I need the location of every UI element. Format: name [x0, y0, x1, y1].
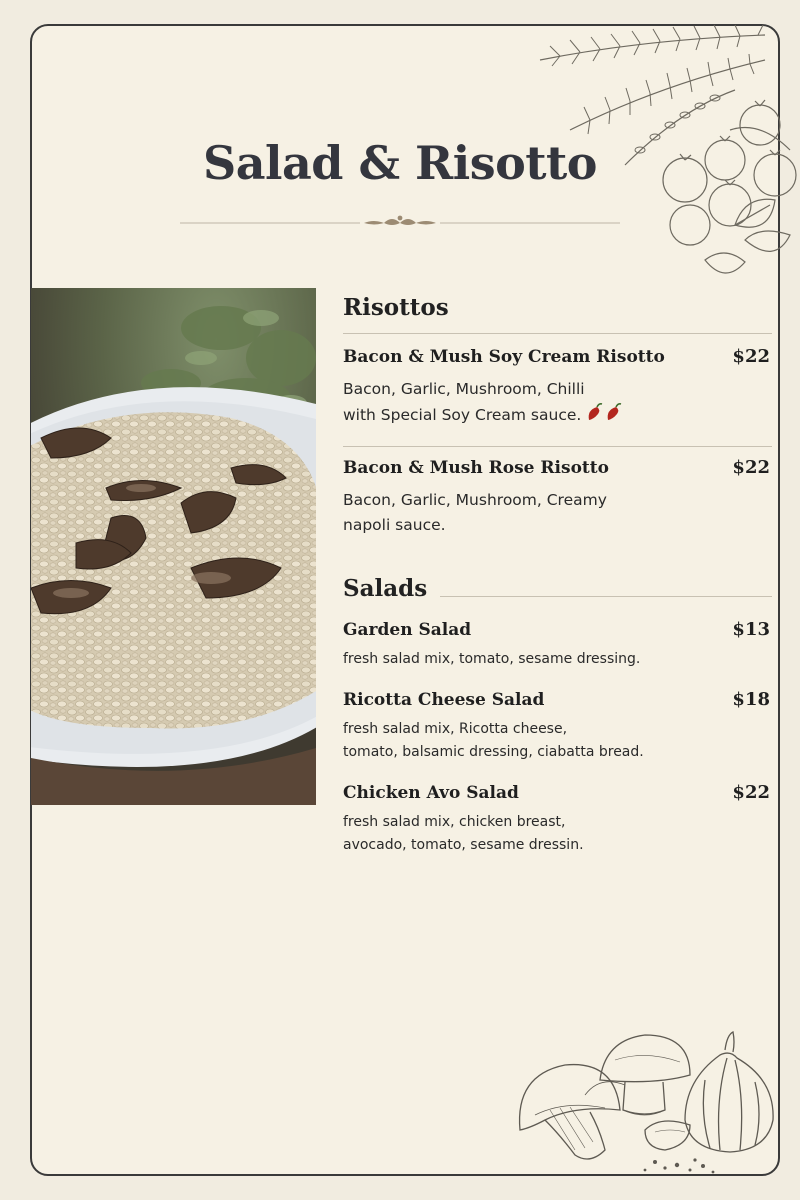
- item-price: $13: [732, 619, 770, 640]
- item-name: Bacon & Mush Soy Cream Risotto: [343, 347, 665, 367]
- section-rule: [343, 333, 772, 334]
- mushroom-risotto-photo: [31, 288, 316, 805]
- section-rule: [440, 596, 772, 597]
- item-name: Chicken Avo Salad: [343, 783, 519, 803]
- chili-pepper-icon: [585, 402, 629, 424]
- item-name: Garden Salad: [343, 620, 472, 640]
- item-description: Bacon, Garlic, Mushroom, Creamy napoli sauce.: [343, 491, 607, 534]
- section-title-risottos: Risottos: [343, 294, 449, 321]
- section-title-salads: Salads: [343, 575, 428, 602]
- item-description: fresh salad mix, chicken breast, avocado, tomato, sesame dressin.: [343, 814, 584, 853]
- item-separator: [343, 446, 772, 447]
- item-price: $22: [732, 346, 770, 367]
- item-price: $22: [732, 782, 770, 803]
- ornament-divider-icon: [180, 213, 620, 233]
- item-description: fresh salad mix, tomato, sesame dressing.: [343, 651, 641, 667]
- item-price: $22: [732, 457, 770, 478]
- item-name: Bacon & Mush Rose Risotto: [343, 458, 609, 478]
- item-price: $18: [732, 689, 770, 710]
- item-description: fresh salad mix, Ricotta cheese, tomato, balsamic dressing, ciabatta bread.: [343, 721, 644, 760]
- page-title: Salad & Risotto: [203, 136, 597, 190]
- mushroom-garlic-sketch-icon: [505, 1020, 795, 1180]
- item-description: Bacon, Garlic, Mushroom, Chilli with Special Soy Cream sauce.: [343, 377, 673, 428]
- item-name: Ricotta Cheese Salad: [343, 690, 545, 710]
